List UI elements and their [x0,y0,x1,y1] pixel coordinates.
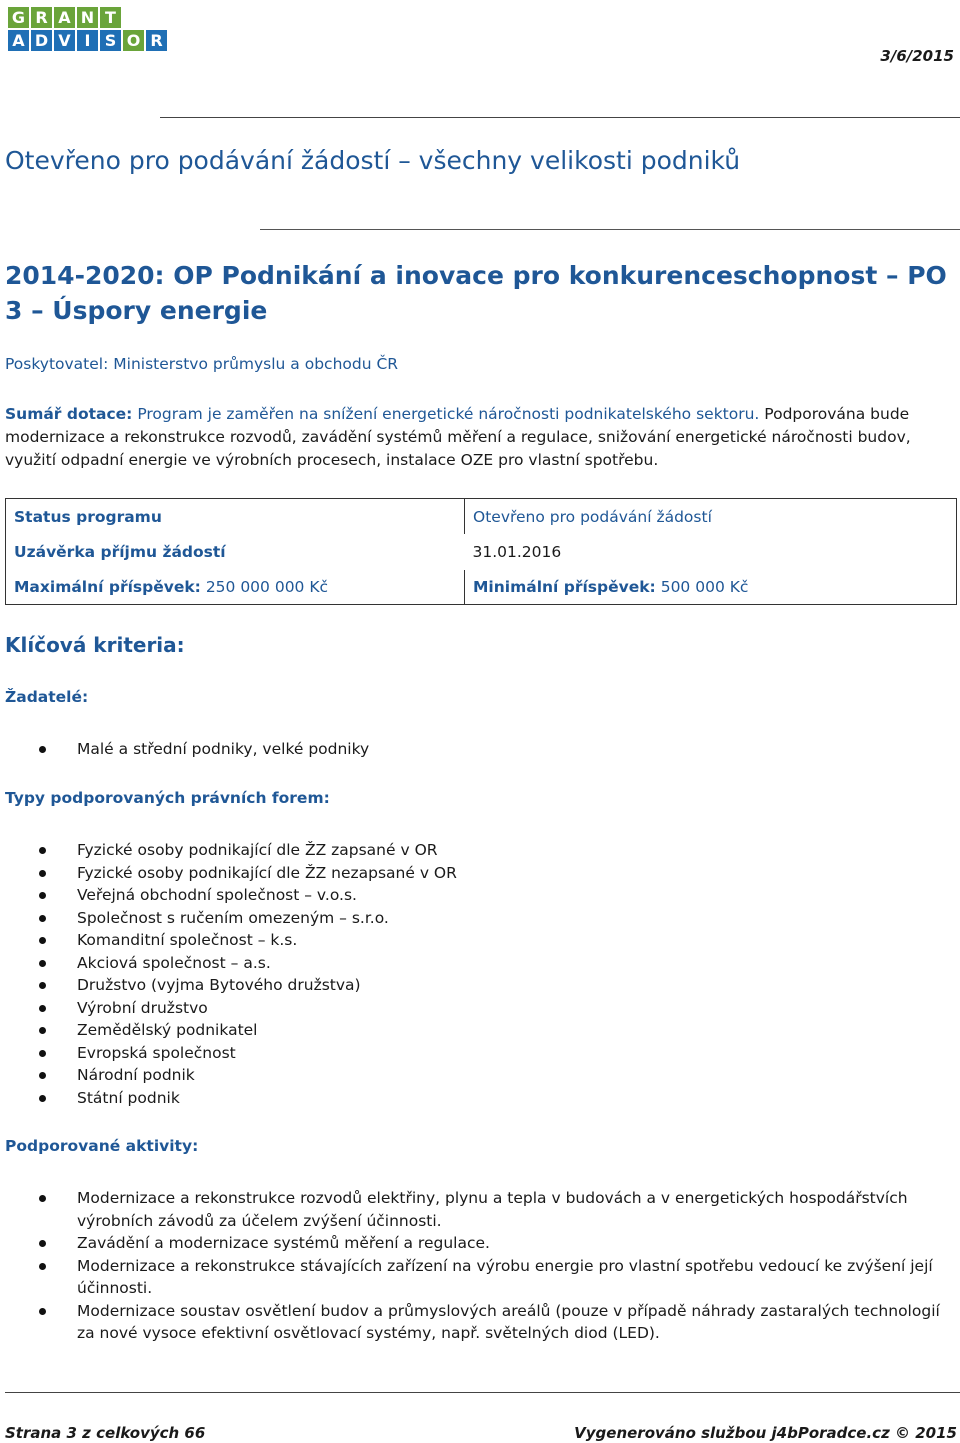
deadline-label: Uzávěrka příjmu žádostí [6,534,465,570]
min-contribution-cell [465,570,957,605]
table-row [6,499,957,535]
program-info-table [5,498,957,605]
program-title: 2014-2020: OP Podnikání a inovace pro konkurenceschopnost – PO 3 – Úspory energie [5,261,947,325]
list-item-text: Zavádění a modernizace systémů měření a regulace. [77,1234,490,1252]
criteria-heading: Klíčová kriteria: [5,633,185,657]
bullet-icon [39,915,46,922]
list-item [0,1087,955,1110]
list-item-text: Státní podnik [77,1088,180,1107]
program-summary [5,403,953,472]
list-item-text: Národní podnik [77,1066,195,1084]
list-item [0,1232,955,1255]
logo-letter: V [54,30,75,51]
list-item [0,952,955,975]
list-item [0,884,955,907]
list-item [0,1042,955,1065]
list-item [0,1019,955,1042]
provider-line [5,355,398,373]
bullet-icon [39,746,46,753]
bullet-icon [39,870,46,877]
status-label: Status programu [6,499,465,535]
list-item-text: Modernizace a rekonstrukce stávajících zařízení na výrobu energie pro vlastní spotřebu vedoucí ke zvýšení její účinnosti. [77,1256,933,1297]
bullet-icon [39,1263,46,1270]
applicants-label: Žadatelé: [5,688,89,706]
legal-forms-list [0,839,955,1109]
max-contribution-value: 250 000 000 Kč [205,578,329,596]
min-contribution-label: Minimální příspěvek: [473,578,656,596]
max-contribution-label: Maximální příspěvek: [14,578,201,596]
legal-forms-label: Typy podporovaných právních forem: [5,789,330,807]
logo-row-top [8,7,167,28]
page-title: Otevřeno pro podávání žádostí – všechny velikosti podniků [5,146,741,175]
list-item [0,974,955,997]
provider-label: Poskytovatel: [5,355,109,373]
list-item-text: Modernizace soustav osvětlení budov a průmyslových areálů (pouze v případě náhrady zastaralých technologií za nové vysoce efektivní osvětlovací systémy, např. světelných diod (LED). [77,1301,940,1342]
bullet-icon [39,1005,46,1012]
title-divider [260,229,960,230]
min-contribution-value: 500 000 Kč [660,578,749,596]
list-item-text: Družstvo (vyjma Bytového družstva) [77,976,361,994]
deadline-value: 31.01.2016 [465,534,957,570]
grant-advisor-logo [8,7,167,53]
list-item [0,907,955,930]
logo-letter: A [8,30,29,51]
logo-letter: R [31,7,52,28]
logo-letter: G [8,7,29,28]
list-item-text: Výrobní družstvo [77,998,208,1017]
applicants-list [0,738,955,761]
footer-divider [5,1392,960,1393]
logo-letter: R [146,30,167,51]
status-value: Otevřeno pro podávání žádostí [465,499,957,535]
bullet-icon [39,1027,46,1034]
bullet-icon [39,1095,46,1102]
activities-list [0,1187,955,1345]
table-row [6,570,957,605]
logo-letter: T [100,7,121,28]
list-item-text: Malé a střední podniky, velké podniky [77,740,370,758]
list-item [0,1064,955,1087]
table-row [6,534,957,570]
list-item-text: Akciová společnost – a.s. [77,953,271,972]
list-item [0,738,955,761]
list-item-text: Modernizace a rekonstrukce rozvodů elektřiny, plynu a tepla v budovách a v energetických hospodářstvích výrobních závodů za účelem zvýšení účinnosti. [77,1189,908,1230]
logo-letter: O [123,30,144,51]
list-item-text: Evropská společnost [77,1043,236,1062]
logo-letter: S [100,30,121,51]
list-item [0,1300,955,1345]
header-divider [160,117,960,118]
list-item-text: Komanditní společnost – k.s. [77,931,298,949]
bullet-icon [39,960,46,967]
activities-label: Podporované aktivity: [5,1137,199,1155]
bullet-icon [39,892,46,899]
header-date: 3/6/2015 [880,47,954,65]
list-item [0,1255,955,1300]
bullet-icon [39,1050,46,1057]
list-item-text: Fyzické osoby podnikající dle ŽZ zapsané v OR [77,841,438,859]
page-number: Strana 3 z celkových 66 [5,1424,206,1442]
bullet-icon [39,1308,46,1315]
logo-letter: N [77,7,98,28]
summary-intro: Program je zaměřen na snížení energetické náročnosti podnikatelského sektoru. [137,405,760,423]
logo-letter: D [31,30,52,51]
bullet-icon [39,937,46,944]
logo-letter: I [77,30,98,51]
list-item-text: Zemědělský podnikatel [77,1021,258,1039]
max-contribution-cell [6,570,465,605]
bullet-icon [39,1195,46,1202]
list-item [0,929,955,952]
list-item-text: Společnost s ručením omezeným – s.r.o. [77,908,389,927]
bullet-icon [39,1240,46,1247]
summary-label: Sumář dotace: [5,405,133,423]
list-item [0,997,955,1020]
bullet-icon [39,847,46,854]
list-item [0,1187,955,1232]
logo-row-bottom [8,30,167,51]
generated-by: Vygenerováno službou j4bPoradce.cz © 2015 [574,1424,957,1442]
summary-text: Podporována bude modernizace a rekonstrukce rozvodů, zavádění systémů měření a regulace, snižování energetické náročnosti budov, využití odpadní energie ve výrobních procesech, instalace OZE pro vlastní spotřebu. [5,405,911,469]
list-item [0,862,955,885]
logo-letter: A [54,7,75,28]
list-item-text: Veřejná obchodní společnost – v.o.s. [77,886,357,904]
provider-value: Ministerstvo průmyslu a obchodu ČR [113,355,399,373]
bullet-icon [39,982,46,989]
list-item [0,839,955,862]
bullet-icon [39,1072,46,1079]
list-item-text: Fyzické osoby podnikající dle ŽZ nezapsané v OR [77,863,457,882]
